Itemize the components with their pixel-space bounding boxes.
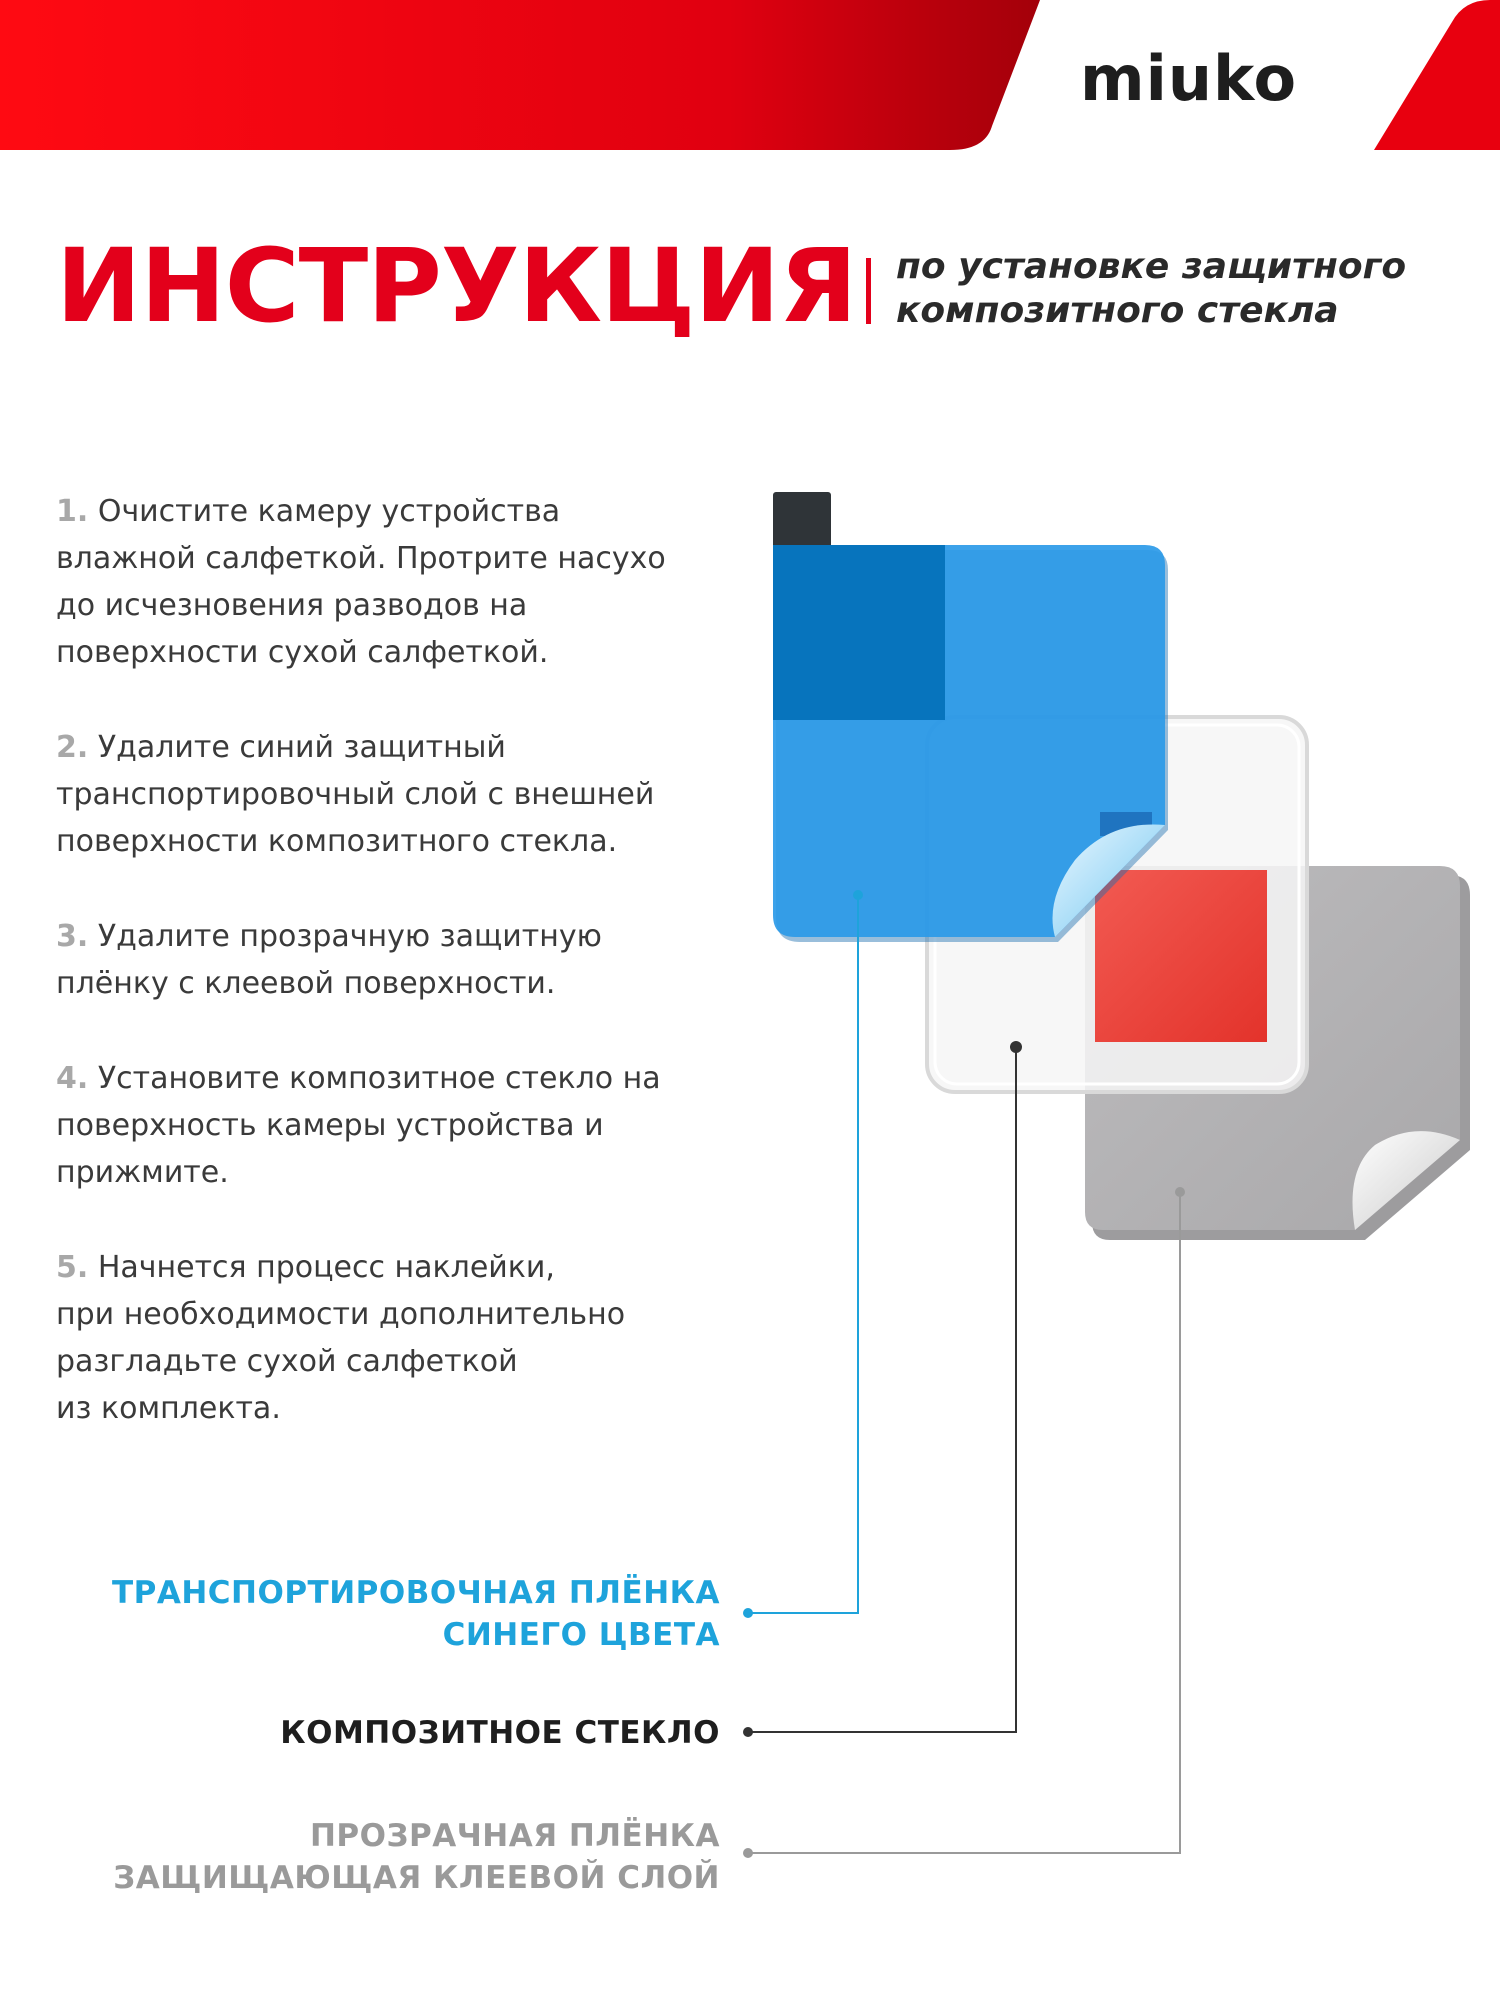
step-text: Начнется процесс наклейки, при необходимости дополнительно разгладьте сухой салфеткой из комплекта.: [56, 1250, 626, 1426]
leader-dot-gray-start: [1175, 1187, 1185, 1197]
brand-logo: miuko: [1080, 42, 1298, 115]
blue-film-layer: [773, 492, 1168, 942]
step-text: Очистите камеру устройства влажной салфеткой. Протрите насухо до исчезновения разводов на поверхности сухой салфеткой.: [56, 494, 666, 670]
step-text: Удалите прозрачную защитную плёнку с клеевой поверхности.: [56, 919, 602, 1001]
step-number: 3.: [56, 919, 89, 954]
leader-line-dark: [748, 1047, 1016, 1732]
label-blue-transport-film: ТРАНСПОРТИРОВОЧНАЯ ПЛЁНКА СИНЕГО ЦВЕТА: [111, 1575, 720, 1653]
blue-film-tab: [773, 492, 831, 552]
step-number: 2.: [56, 730, 89, 765]
step-number: 4.: [56, 1061, 89, 1096]
step-number: 1.: [56, 494, 89, 529]
label-clear-adhesive-film: ПРОЗРАЧНАЯ ПЛЁНКА ЗАЩИЩАЮЩАЯ КЛЕЕВОЙ СЛОЙ: [113, 1818, 720, 1896]
step-text: Удалите синий защитный транспортировочный слой с внешней поверхности композитного стекла.: [56, 730, 655, 859]
page-subtitle: по установке защитного композитного стекла: [896, 246, 1407, 331]
leader-line-blue: [748, 895, 858, 1613]
leader-dot-blue-start: [853, 890, 863, 900]
leader-dot-dark-start: [1010, 1041, 1022, 1053]
blue-film-dark-block: [773, 545, 945, 720]
glass-red-insert: [1095, 870, 1267, 1042]
leader-dot-blue-end: [743, 1608, 753, 1618]
step-text: Установите композитное стекло на поверхность камеры устройства и прижмите.: [56, 1061, 661, 1190]
leader-dot-dark-end: [743, 1727, 753, 1737]
leader-line-gray: [748, 1192, 1180, 1853]
step-number: 5.: [56, 1250, 89, 1285]
label-composite-glass: КОМПОЗИТНОЕ СТЕКЛО: [280, 1715, 720, 1751]
leader-dot-gray-end: [743, 1848, 753, 1858]
page-title: ИНСТРУКЦИЯ: [56, 227, 857, 346]
